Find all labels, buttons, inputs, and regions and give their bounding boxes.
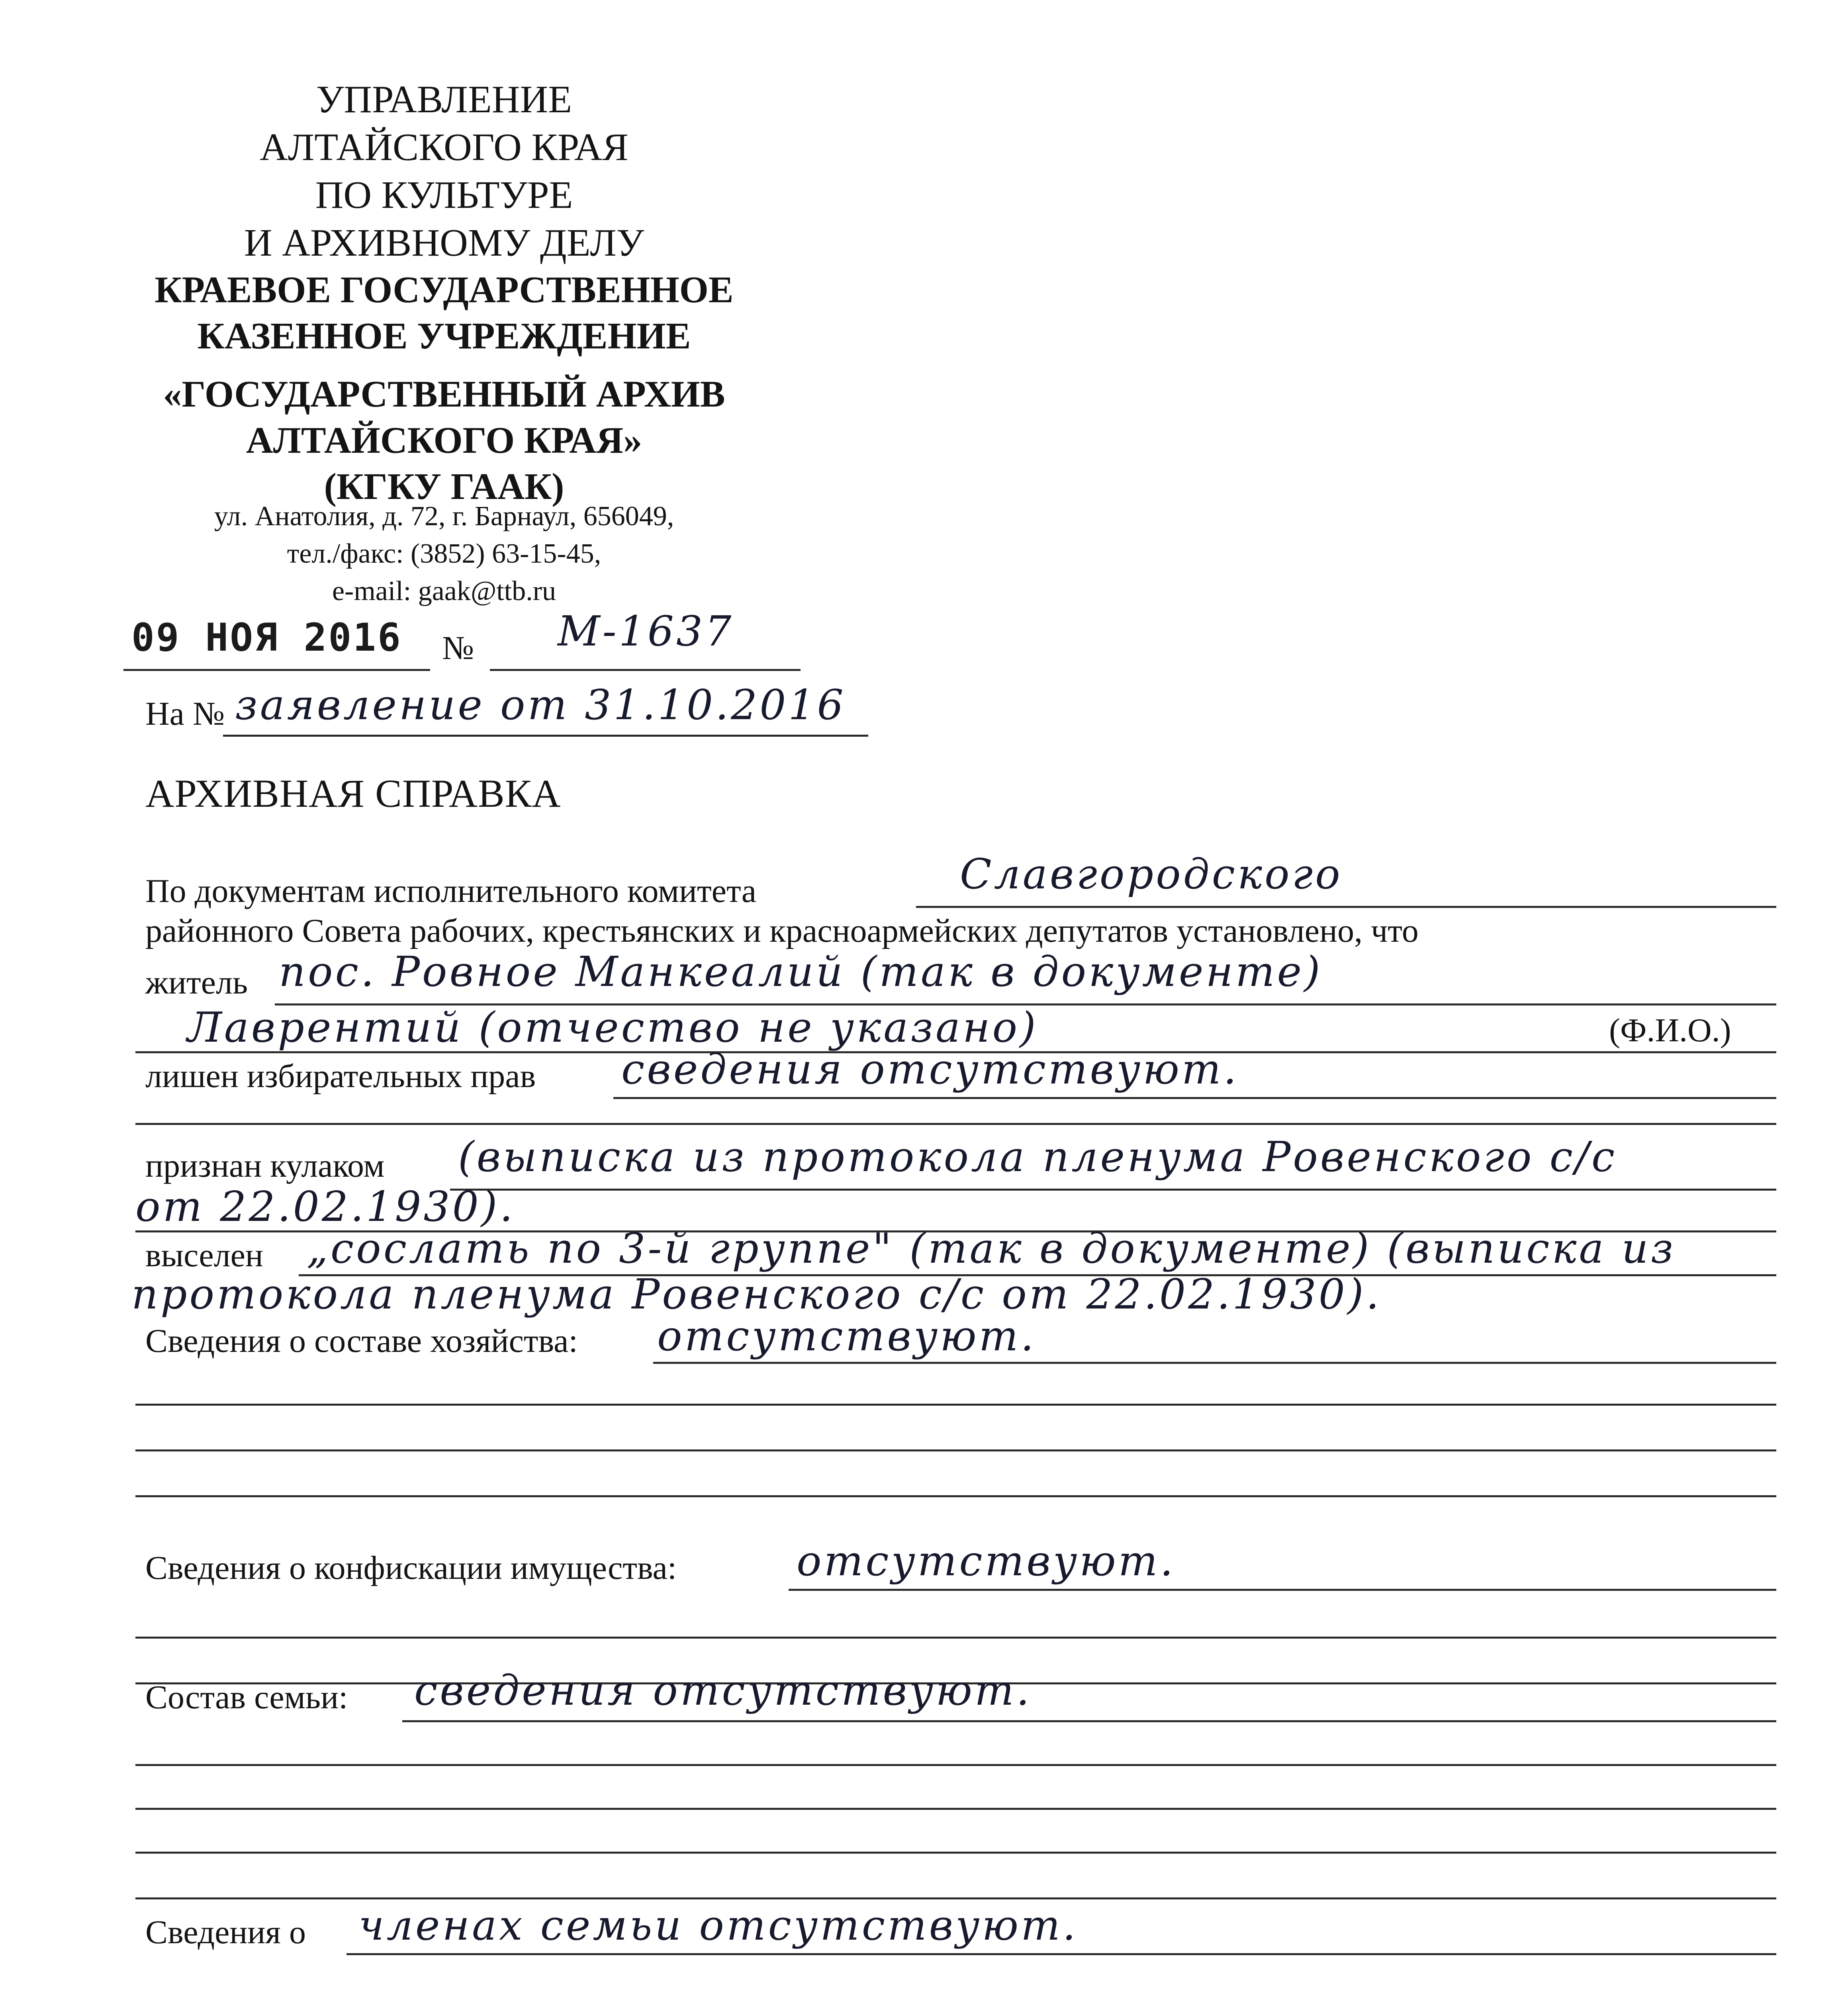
disenfranchised-underline [613, 1097, 1776, 1099]
family-value: сведения отсутствуют. [414, 1666, 1032, 1715]
org-line: (КГКУ ГААК) [324, 466, 564, 507]
agency-line: ПО КУЛЬТУРЕ [315, 174, 573, 217]
number-label: № [442, 630, 474, 667]
blank-line [135, 1449, 1776, 1451]
blank-line [135, 1123, 1776, 1125]
email-line: e-mail: gaak@ttb.ru [332, 576, 556, 606]
organization-header [60, 267, 828, 510]
exiled-label: выселен [145, 1237, 263, 1274]
intro-label: По документам исполнительного комитета [145, 872, 756, 909]
committee-underline [916, 906, 1776, 908]
fio-label: (Ф.И.О.) [1609, 1012, 1731, 1049]
agency-line: И АРХИВНОМУ ДЕЛУ [244, 221, 644, 264]
kulak-line-2: от 22.02.1930). [135, 1182, 515, 1231]
resident-line-1: пос. Ровное Манкеалий (так в документе) [279, 947, 1323, 996]
kulak-label: признан кулаком [145, 1147, 385, 1184]
blank-line [135, 1495, 1776, 1497]
blank-line [135, 1637, 1776, 1639]
date-stamp: 09 НОЯ 2016 [131, 615, 402, 660]
reply-to-underline [223, 735, 868, 737]
confiscation-underline [789, 1589, 1776, 1591]
org-line: КАЗЕННОЕ УЧРЕЖДЕНИЕ [197, 315, 691, 357]
family-label: Состав семьи: [145, 1679, 348, 1716]
about-value: членах семьи отсутствуют. [358, 1901, 1078, 1950]
kulak-line-1: (выписка из протокола пленума Ровенского с/с [458, 1132, 1617, 1181]
document-title: АРХИВНАЯ СПРАВКА [145, 771, 561, 816]
committee-value: Славгородского [960, 850, 1343, 898]
date-underline [123, 669, 430, 671]
confiscation-label: Сведения о конфискации имущества: [145, 1549, 677, 1586]
disenfranchised-value: сведения отсутствуют. [621, 1045, 1239, 1093]
address-line: ул. Анатолия, д. 72, г. Барнаул, 656049, [214, 501, 674, 532]
blank-line [135, 1404, 1776, 1406]
resident-line-2: Лаврентий (отчество не указано) [187, 1003, 1038, 1052]
reply-to-label: На № [145, 695, 225, 732]
blank-line [135, 1808, 1776, 1810]
org-line: «ГОСУДАРСТВЕННЫЙ АРХИВ [163, 374, 725, 415]
family-underline [402, 1720, 1776, 1722]
resident-label: житель [145, 964, 248, 1001]
agency-line: АЛТАЙСКОГО КРАЯ [260, 126, 628, 169]
household-value: отсутствуют. [657, 1312, 1036, 1360]
agency-line: УПРАВЛЕНИЕ [316, 78, 572, 121]
outgoing-number: М-1637 [558, 607, 734, 655]
contact-block [60, 498, 828, 610]
household-underline [653, 1362, 1776, 1364]
agency-header [60, 76, 828, 267]
blank-line [135, 1852, 1776, 1854]
blank-line [135, 1764, 1776, 1766]
confiscation-value: отсутствуют. [797, 1537, 1176, 1585]
org-line: КРАЕВОЕ ГОСУДАРСТВЕННОЕ [155, 269, 734, 311]
reply-to-value: заявление от 31.10.2016 [235, 681, 846, 729]
disenfranchised-label: лишен избирательных прав [145, 1058, 536, 1095]
number-underline [490, 669, 801, 671]
about-label: Сведения о [145, 1914, 306, 1951]
exiled-line-2: протокола пленума Ровенского с/с от 22.02.1930). [131, 1270, 1382, 1318]
kulak-underline-1 [450, 1189, 1776, 1191]
exiled-line-1: „сослать по 3-й группе" (так в документе) (выписка из [307, 1224, 1676, 1273]
org-line: АЛТАЙСКОГО КРАЯ» [246, 420, 642, 461]
household-label: Сведения о составе хозяйства: [145, 1322, 578, 1359]
phone-line: тел./факс: (3852) 63-15-45, [287, 538, 601, 569]
blank-line [135, 1897, 1776, 1899]
intro-line-2: районного Совета рабочих, крестьянских и красноармейских депутатов установлено, что [145, 912, 1419, 949]
about-underline [346, 1953, 1776, 1955]
